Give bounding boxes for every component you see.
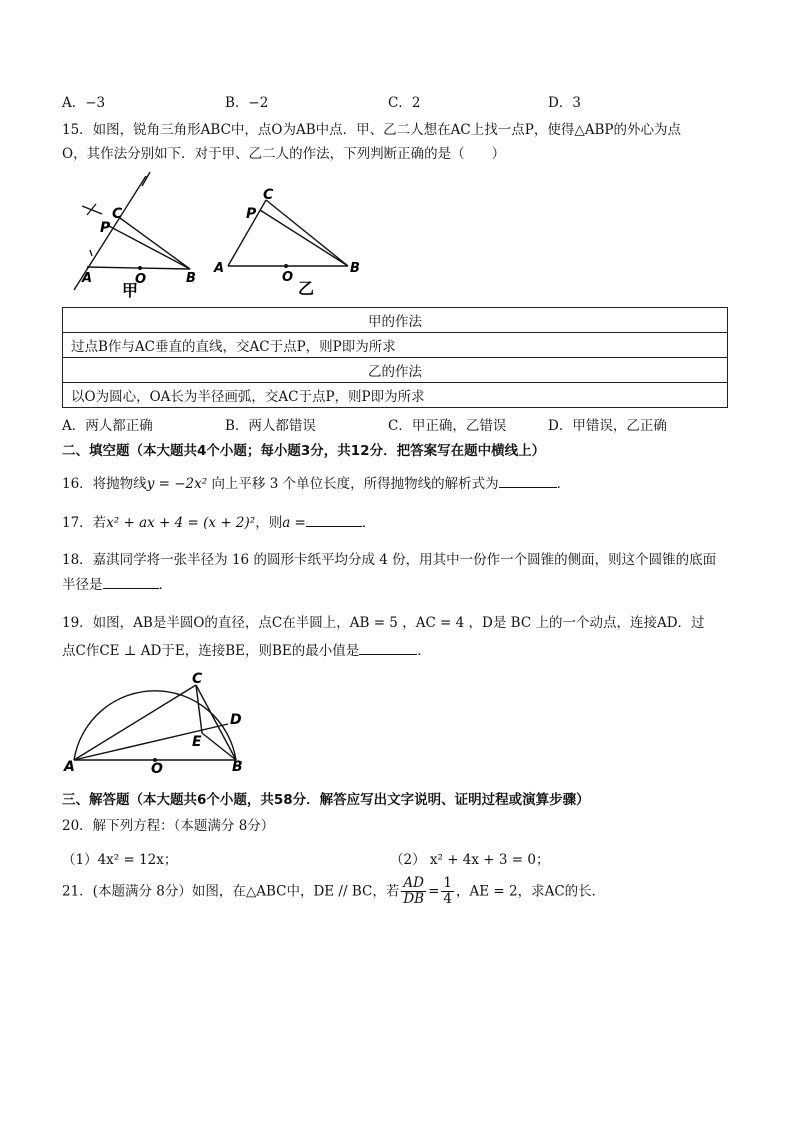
label-o: O [282, 270, 294, 285]
question-20-part2: （2） x² + 4x + 3 = 0； [390, 852, 550, 868]
fraction-numerator: 1 [443, 875, 452, 891]
fraction-ad-db [401, 876, 426, 907]
label-e: E [192, 734, 202, 750]
jia-method-title: 甲的作法 [63, 308, 728, 333]
q16-end: ． [556, 476, 571, 492]
q15-option-b: B．两人都错误 [225, 418, 316, 434]
question-19-line1: 19．如图，AB是半圆O的直径，点C在半圆上，AB = 5 ，AC = 4 ，D是 BC 上的一个动点，连接AD．过 [62, 615, 705, 631]
q19-line2-text: 点C作CE ⊥ AD于E，连接BE，则BE的最小值是 [62, 643, 360, 659]
label-a: A [64, 759, 75, 775]
question-20-part1: （1）4x² = 12x； [62, 852, 178, 868]
option-d: D．3 [548, 95, 581, 111]
question-15-line1: 15．如图，锐角三角形ABC中，点O为AB中点．甲、乙二人想在AC上找一点P，使得△ABP的外心为点 [62, 122, 681, 138]
label-c: C [112, 206, 123, 222]
yi-method-title: 乙的作法 [63, 358, 728, 383]
answer-blank[interactable] [103, 576, 159, 589]
question-18-line2 [62, 573, 172, 593]
q17-var: a = [282, 515, 306, 531]
fraction-value [441, 876, 454, 907]
fraction-numerator: AD [401, 876, 426, 892]
option-c: C．2 [388, 95, 421, 111]
answer-blank[interactable] [359, 642, 417, 655]
label-a: A [82, 271, 93, 286]
label-b: B [186, 271, 196, 286]
q16-post: 向上平移 3 个单位长度，所得抛物线的解析式为 [211, 476, 499, 492]
label-a: A [214, 261, 225, 276]
q21-post: ，AE = 2，求AC的长． [455, 883, 606, 900]
q17-end: ． [361, 515, 376, 531]
q17-formula: x² + ax + 4 = (x + 2)² [106, 515, 256, 531]
option-a: A．−3 [62, 95, 106, 111]
question-21 [62, 876, 605, 907]
q15-option-d: D．甲错误，乙正确 [548, 418, 667, 434]
q18-line2-text: 半径是 [62, 577, 103, 593]
label-c: C [192, 672, 203, 687]
label-o: O [151, 761, 163, 776]
q18-end: ． [158, 577, 172, 593]
fraction-denominator: DB [403, 891, 425, 907]
figure-caption: 甲 [122, 281, 139, 300]
yi-method-text: 以O为圆心，OA长为半径画弧，交AC于点P，则P即为所求 [63, 383, 728, 408]
question-15-line2: O，其作法分别如下．对于甲、乙二人的作法，下列判断正确的是（ ） [62, 146, 506, 162]
figure-yi [208, 180, 368, 300]
q17-mid: ，则 [255, 515, 283, 531]
label-b: B [232, 759, 243, 775]
label-p: P [100, 220, 111, 236]
question-20: 20．解下列方程：（本题满分 8分） [62, 818, 275, 834]
q15-option-c: C．甲正确，乙错误 [388, 418, 507, 434]
section-3-heading: 三、解答题（本大题共6个小题，共58分．解答应写出文字说明、证明过程或演算步骤） [62, 792, 590, 808]
label-b: B [350, 261, 360, 276]
q17-pre: 17．若 [62, 515, 107, 531]
fraction-denominator: 4 [443, 891, 452, 907]
q21-eq: = [428, 883, 440, 900]
question-19-line2 [62, 639, 431, 659]
jia-method-text: 过点B作与AC垂直的直线，交AC于点P，则P即为所求 [63, 333, 728, 358]
answer-blank[interactable] [306, 514, 362, 527]
label-o: O [135, 272, 147, 287]
section-2-heading: 二、填空题（本大题共4个小题；每小题3分，共12分．把答案写在题中横线上） [62, 443, 546, 459]
label-p: P [246, 206, 257, 222]
figure-jia [62, 168, 212, 300]
methods-table [62, 307, 728, 408]
question-16 [62, 472, 570, 492]
option-b: B．−2 [225, 95, 269, 111]
q21-pre: 21．(本题满分 8分）如图，在△ABC中，DE // BC，若 [62, 883, 400, 900]
q16-formula: y = −2x² [146, 476, 212, 492]
answer-blank[interactable] [499, 475, 557, 488]
figure-caption: 乙 [298, 279, 315, 298]
label-d: D [230, 712, 242, 728]
figure-semicircle [62, 672, 252, 776]
q16-pre: 16．将抛物线 [62, 476, 147, 492]
label-c: C [263, 187, 274, 203]
question-18-line1: 18．嘉淇同学将一张半径为 16 的圆形卡纸平均分成 4 份，用其中一份作一个圆锥的侧面，则这个圆锥的底面 [62, 552, 717, 568]
q19-end: ． [417, 643, 431, 659]
q15-option-a: A．两人都正确 [62, 418, 153, 434]
question-17 [62, 511, 375, 531]
